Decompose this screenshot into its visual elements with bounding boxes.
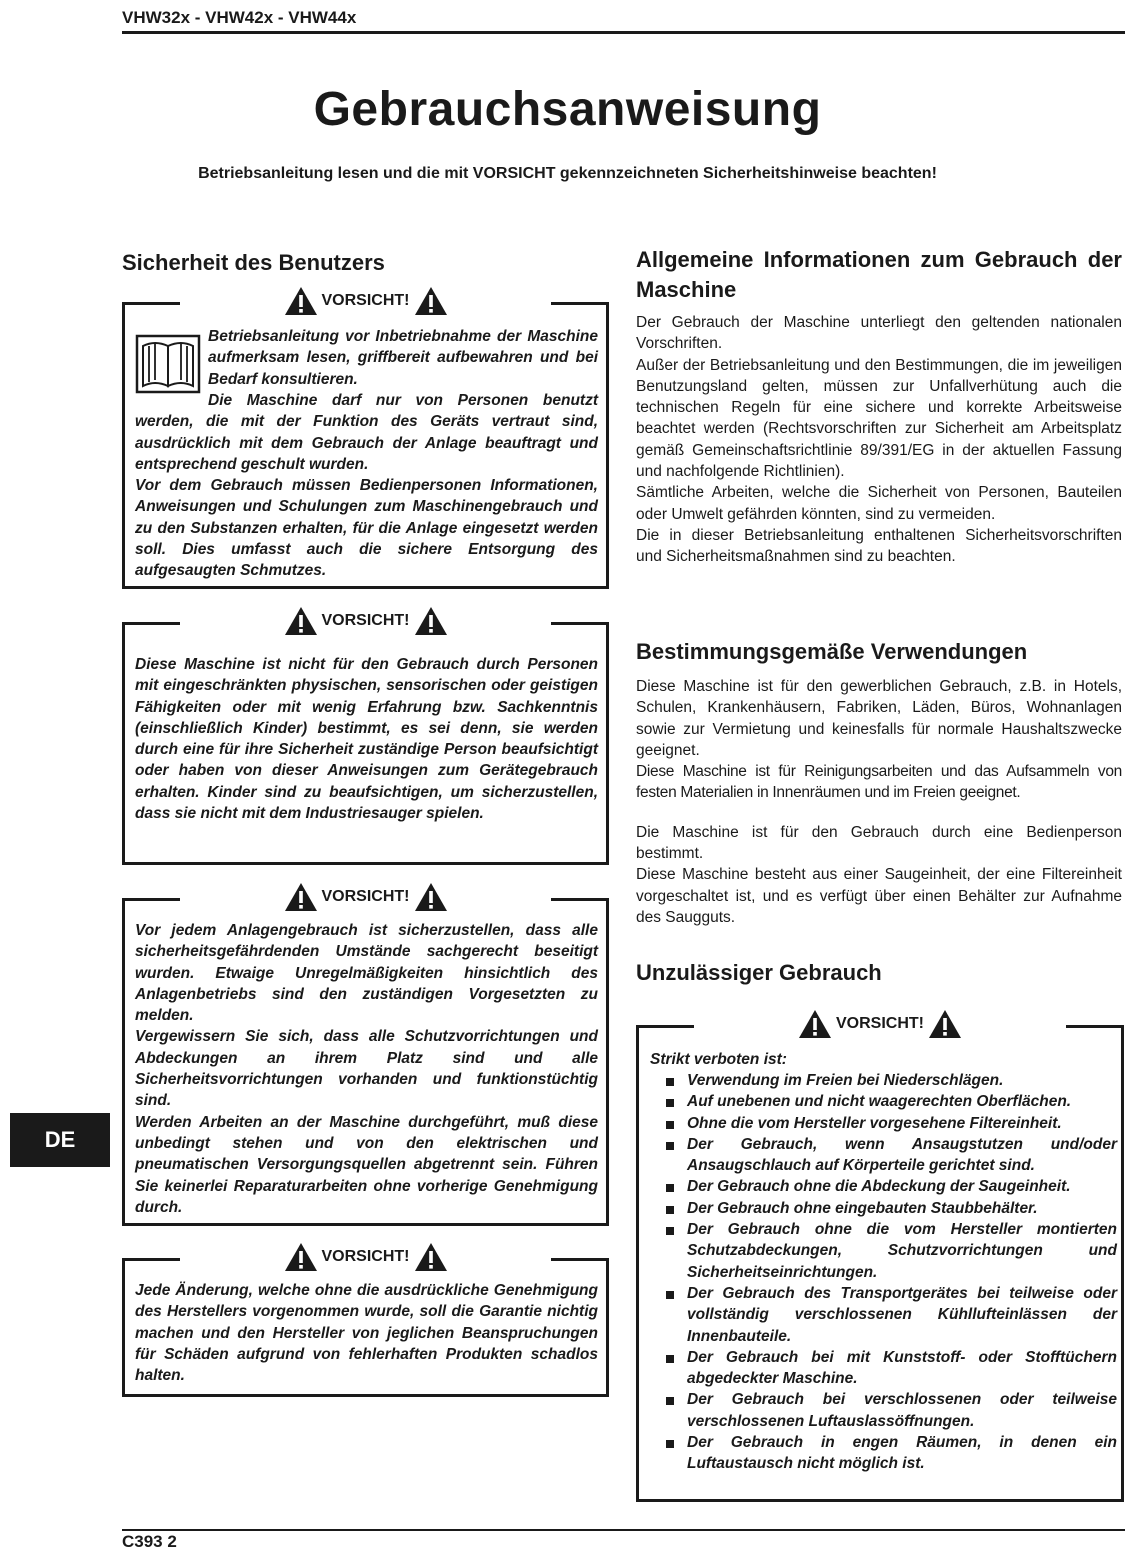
prohibited-intro: Strikt verboten ist: (650, 1051, 787, 1068)
warning-triangle-icon (928, 1009, 962, 1039)
intended-use-p2: Diese Maschine ist für Reinigungsarbeiten und das Aufsammeln von festen Materialien in Innenräumen und im Freien geeignet. (636, 763, 1122, 802)
list-item: Der Gebrauch ohne die Abdeckung der Saugeinheit. (650, 1176, 1117, 1197)
list-item: Der Gebrauch bei verschlossenen oder teilweise verschlossenen Luftauslassöffnungen. (650, 1389, 1117, 1432)
heading-user-safety: Sicherheit des Benutzers (122, 250, 385, 275)
general-info-p4: Die in dieser Betriebsanleitung enthaltenen Sicherheitsvorschriften und Sicherheitsmaßnahmen sind zu beachten. (636, 526, 1122, 566)
page-subtitle: Betriebsanleitung lesen und die mit VORSICHT gekennzeichneten Sicherheitshinweise beachten! (198, 165, 937, 182)
warning-header-4 (125, 1242, 606, 1272)
list-item: Der Gebrauch bei mit Kunststoff- oder Stofftüchern abgedeckter Maschine. (650, 1347, 1117, 1390)
general-info-p3: Sämtliche Arbeiten, welche die Sicherheit von Personen, Bauteilen oder Umwelt gefährden könnten, sind zu vermeiden. (636, 484, 1122, 523)
warning-text-1b-p1: Die Maschine darf nur von Personen benutzt werden, die mit der Funktion des Geräts vertraut sind, ausdrücklich mit dem Gebrauch der Anlage beauftragt und entsprechend geschult wurden. (135, 392, 598, 473)
warning-text-2: Diese Maschine ist nicht für den Gebrauch durch Personen mit eingeschränkten physischen, sensorischen oder geistigen Fähigkeiten oder mit wenig Erfahrung bzw. Sachkenntnis (einschließlich Kinder) bestimmt, es sei denn, sie werden durch eine für ihre Sicherheit zuständige Person beaufsichtigt oder haben von dieser Anweisungen zum Gerätegebrauch erhalten. Kinder sind zu beaufsichtigen, um sicherzustellen, dass sie nicht mit dem Industriesauger spielen. (135, 656, 598, 823)
list-item: Der Gebrauch, wenn Ansaugstutzen und/oder Ansaugschlauch auf Körperteile gerichtet sind. (650, 1134, 1117, 1177)
warning-triangle-icon (798, 1009, 832, 1039)
warning-text-3-p2: Vergewissern Sie sich, dass alle Schutzvorrichtungen und Abdeckungen an ihrem Platz sind und alle Sicherheitsvorrichtungen vorhanden und funktionstüchtig sind. (135, 1028, 598, 1110)
heading-improper-use: Unzulässiger Gebrauch (636, 960, 882, 985)
intended-use-p3: Die Maschine ist für den Gebrauch durch eine Bedienperson bestimmt. (636, 823, 1122, 863)
footer-rule (122, 1529, 1125, 1531)
warning-box-4 (122, 1248, 609, 1397)
warning-text-4: Jede Änderung, welche ohne die ausdrückliche Genehmigung des Herstellers vorgenommen wurde, soll die Garantie nichtig machen und den Hersteller von jeglichen Beanspruchungen für Schäden aufgrund von fehlerhaften Produkten schadlos halten. (135, 1282, 598, 1385)
warning-triangle-icon (414, 606, 448, 636)
heading-general-info: Allgemeine Informationen zum Gebrauch der Maschine (636, 247, 1122, 302)
warning-header-3 (125, 882, 606, 912)
warning-triangle-icon (284, 882, 318, 912)
warning-header-improper-use (639, 1009, 1121, 1039)
warning-label: VORSICHT! (321, 612, 410, 629)
prohibited-list (650, 1070, 1117, 1475)
general-info-p2: Außer der Betriebsanleitung und den Bestimmungen, die im jeweiligen Benutzungsland gelten, müssen zur Unfallverhütung auch die technischen Regeln für eine sichere und korrekte Arbeitsweise beachtet werden (Rechtsvorschriften zur Sicherheit am Arbeitsplatz gemäß Gemeinschaftsrichtlinie 89/391/EG in der aktuellen Fassung und nachfolgende Richtlinien). (636, 356, 1122, 481)
list-item: Der Gebrauch des Transportgerätes bei teilweise oder vollständig verschlossenen Kühllufteinlässen der Innenbauteile. (650, 1283, 1117, 1347)
warning-box-3 (122, 888, 609, 1226)
intended-use-p1: Diese Maschine ist für den gewerblichen Gebrauch, z.B. in Hotels, Schulen, Krankenhäusern, Fabriken, Läden, Büros, Wohnanlagen sowie zur Vermietung und keinesfalls für normale Haushaltszwecke geeignet. (636, 678, 1122, 759)
general-info-p1: Der Gebrauch der Maschine unterliegt den geltenden nationalen Vorschriften. (636, 314, 1122, 353)
heading-intended-use: Bestimmungsgemäße Verwendungen (636, 639, 1028, 664)
warning-label: VORSICHT! (321, 1248, 410, 1265)
warning-header-2 (125, 606, 606, 636)
general-info-text (636, 312, 1122, 568)
intended-use-text (636, 676, 1122, 928)
warning-text-3-p1: Vor jedem Anlagengebrauch ist sicherzustellen, dass alle sicherheitsgefährdenden Umstände sachgerecht beseitigt wurden. Etwaige Unregelmäßigkeiten hinsichtlich des Anlagenbetriebs sind den zuständigen Vorgesetzten zu melden. (135, 922, 598, 1025)
warning-header-1 (125, 286, 606, 316)
list-item: Der Gebrauch in engen Räumen, in denen ein Luftaustausch nicht möglich ist. (650, 1432, 1117, 1475)
warning-triangle-icon (414, 1242, 448, 1272)
warning-text-1a: Betriebsanleitung vor Inbetriebnahme der Maschine aufmerksam lesen, griffbereit aufbewahren und bei Bedarf konsultieren. (208, 328, 598, 388)
warning-label: VORSICHT! (836, 1015, 924, 1032)
warning-triangle-icon (414, 882, 448, 912)
warning-box-1 (122, 292, 609, 589)
list-item: Der Gebrauch ohne die vom Hersteller montierten Schutzabdeckungen, Schutzvorrichtungen und Sicherheitseinrichtungen. (650, 1219, 1117, 1283)
warning-box-2 (122, 612, 609, 865)
warning-triangle-icon (284, 606, 318, 636)
footer-document-code: C393 2 (122, 1532, 177, 1551)
warning-box-improper-use (636, 1015, 1124, 1502)
list-item: Verwendung im Freien bei Niederschlägen. (650, 1070, 1117, 1091)
list-item: Auf unebenen und nicht waagerechten Oberflächen. (650, 1091, 1117, 1112)
warning-text-1b-p2: Vor dem Gebrauch müssen Bedienpersonen Informationen, Anweisungen und Schulungen zum Maschinengebrauch und zu den Substanzen erhalten, für die Anlage eingesetzt werden soll. Dies umfasst auch die sichere Entsorgung des aufgesaugten Schmutzes. (135, 477, 598, 580)
warning-triangle-icon (284, 286, 318, 316)
warning-label: VORSICHT! (321, 292, 410, 309)
page-title: Gebrauchsanweisung (313, 83, 822, 136)
read-manual-icon (135, 332, 201, 394)
warning-text-1b (135, 390, 598, 582)
intended-use-p4: Diese Maschine besteht aus einer Saugeinheit, der eine Filtereinheit vorgeschaltet ist, und es verfügt über einen Behälter zur Aufnahme des Saugguts. (636, 866, 1122, 926)
warning-triangle-icon (414, 286, 448, 316)
language-tab: DE (10, 1113, 110, 1167)
warning-triangle-icon (284, 1242, 318, 1272)
document-header-title: VHW32x - VHW42x - VHW44x (122, 8, 357, 27)
list-item: Der Gebrauch ohne eingebauten Staubbehälter. (650, 1198, 1117, 1219)
header-rule (122, 31, 1125, 34)
warning-label: VORSICHT! (321, 888, 410, 905)
warning-text-3-p3: Werden Arbeiten an der Maschine durchgeführt, muß diese unbedingt stehen und von den elektrischen und pneumatischen Versorgungsquellen abgetrennt sein. Führen Sie keinerlei Reparaturarbeiten ohne vorherige Genehmigung durch. (135, 1113, 598, 1216)
warning-text-3 (135, 920, 598, 1218)
list-item: Ohne die vom Hersteller vorgesehene Filtereinheit. (650, 1113, 1117, 1134)
